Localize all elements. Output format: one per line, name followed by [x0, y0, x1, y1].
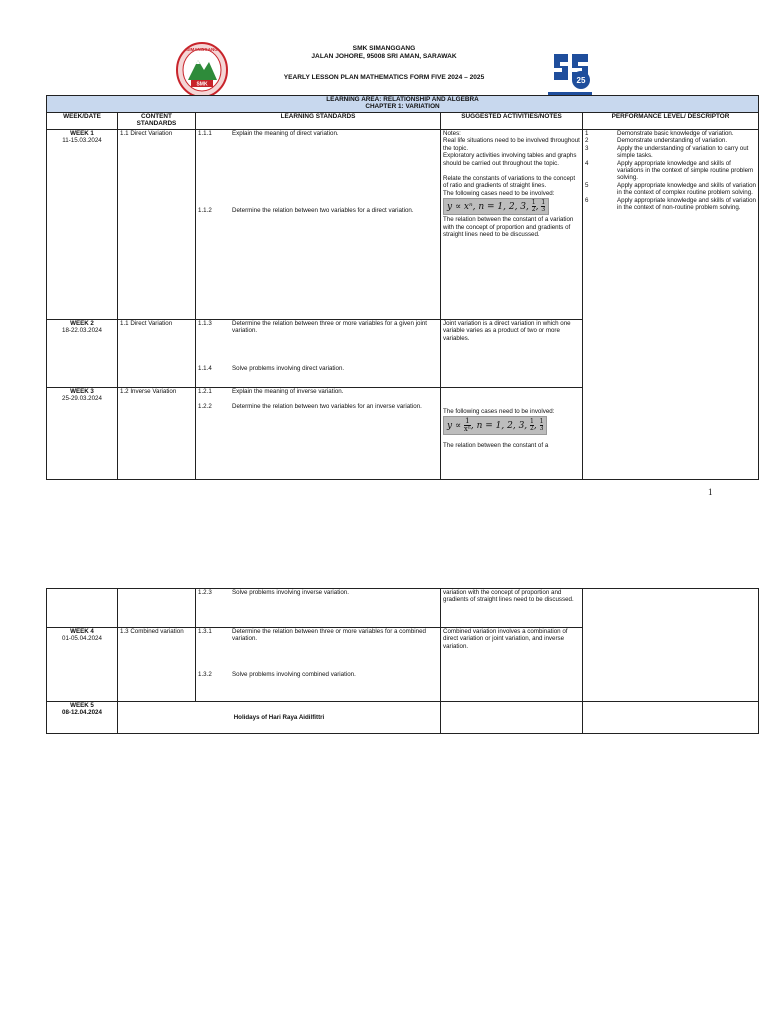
table-row-week5 [47, 702, 759, 734]
ls-code: 1.1.4 [198, 364, 212, 372]
table-row-continued [47, 589, 759, 628]
week-date: 11-15.03.2024 [62, 137, 102, 145]
holiday-cell: Holidays of Hari Raya Aidilfittri [118, 702, 441, 734]
ls-text: Explain the meaning of direct variation. [232, 130, 339, 137]
learning-standards-cell [196, 628, 441, 702]
week-cell [47, 589, 118, 628]
col-content-standards [118, 113, 196, 130]
inverse-variation-formula: y ∝ $\frac{1}{\text{xⁿ}}$ , n = 1, 2, 3, $\frac{1}{2}$ , $\frac{1}{3}$ [443, 416, 547, 435]
ls-code: 1.1.1 [198, 130, 212, 137]
week-date: 08-12.04.2024 [62, 709, 102, 717]
ls-text: Solve problems involving direct variation. [232, 364, 345, 372]
performance-level-text: Apply appropriate knowledge and skills of variation in the context of non-routine problem solving. [617, 196, 756, 212]
week-cell [47, 130, 118, 320]
performance-level-text: Demonstrate basic knowledge of variation. [617, 130, 734, 137]
ls-text: Solve problems involving inverse variation. [232, 589, 349, 596]
ls-text: Determine the relation between two variables for an inverse variation. [232, 403, 422, 411]
performance-level-item [585, 160, 756, 182]
learning-area-title: LEARNING AREA: RELATIONSHIP AND ALGEBRA [326, 96, 479, 103]
note-text: Real life situations need to be involved throughout the topic. [443, 137, 580, 152]
table-row-week1 [47, 130, 759, 320]
note-text: The following cases need to be involved: [443, 189, 555, 197]
performance-level-text: Apply the understanding of variation to carry out simple tasks. [617, 144, 749, 160]
direct-variation-formula: y ∝ xⁿ, n = 1, 2, 3, $\frac{1}{2}$ , $\frac{1}{3}$ [443, 198, 549, 215]
week-label: WEEK 5 [70, 702, 94, 709]
column-header-row [47, 113, 759, 130]
note-text: Exploratory activities involving tables and graphs should be carried out throughout the topic. [443, 152, 577, 167]
performance-level-item [585, 130, 756, 137]
ls-code: 1.2.1 [198, 388, 212, 395]
learning-standard-item [198, 388, 438, 395]
performance-level-number: 6 [585, 196, 589, 204]
content-standard-cell: 1.3 Combined variation [118, 628, 196, 702]
performance-level-number: 1 [585, 130, 589, 137]
performance-level-item [585, 145, 756, 160]
performance-level-text: Demonstrate understanding of variation. [617, 137, 728, 145]
learning-standard-item [198, 365, 438, 372]
ls-text: Determine the relation between two variables for a direct variation. [232, 207, 414, 215]
performance-level-item [585, 182, 756, 197]
activities-cell: Combined variation involves a combination of direct variation or joint variation, and inverse variation. [441, 628, 583, 702]
col-content-line1: CONTENT [141, 113, 172, 120]
performance-level-number: 2 [585, 137, 589, 145]
performance-level-number: 5 [585, 181, 589, 189]
learning-standards-cell [196, 589, 441, 628]
col-week-date: WEEK/DATE [47, 113, 118, 130]
week-label: WEEK 1 [70, 130, 94, 137]
activities-cell [441, 388, 583, 480]
lesson-plan-table-continued [46, 588, 759, 734]
col-learning-standards: LEARNING STANDARDS [196, 113, 441, 130]
activities-cell [441, 130, 583, 320]
performance-level-list [585, 130, 756, 211]
performance-level-item [585, 197, 756, 212]
performance-level-text: Apply appropriate knowledge and skills of variations in the context of simple routine problem solving. [617, 159, 754, 182]
learning-standard-item [198, 671, 438, 678]
svg-text:SIMANGGANG: SIMANGGANG [186, 47, 218, 52]
ls-code: 1.2.3 [198, 589, 212, 596]
learning-standard-item [198, 207, 438, 214]
week-date: 18-22.03.2024 [62, 327, 102, 335]
performance-level-item [585, 137, 756, 144]
week-label: WEEK 2 [70, 320, 94, 327]
ls-text: Explain the meaning of inverse variation. [232, 388, 344, 395]
note-text: The relation between the constant of a [443, 442, 549, 450]
performance-level-text: Apply appropriate knowledge and skills of variation in the context of complex routine problem solving. [617, 181, 756, 197]
content-standard-cell [118, 589, 196, 628]
week-date: 01-05.04.2024 [62, 635, 102, 643]
ls-code: 1.3.1 [198, 628, 212, 635]
notes-title: Notes: [443, 130, 461, 137]
performance-level-number: 3 [585, 144, 589, 152]
activities-cell [441, 702, 583, 734]
note-text: The relation between the constant of a variation with the concept of proportion and gradients of straight lines need to be discussed. [443, 216, 574, 239]
week-cell [47, 628, 118, 702]
learning-area-banner [47, 96, 759, 113]
anniversary-logo [546, 50, 594, 100]
col-performance-level: PERFORMANCE LEVEL/ DESCRIPTOR [583, 113, 759, 130]
ls-code: 1.1.3 [198, 320, 212, 327]
learning-standards-cell [196, 320, 441, 388]
svg-text:SMK: SMK [196, 81, 208, 88]
week-label: WEEK 4 [70, 628, 94, 635]
learning-standard-item [198, 320, 438, 335]
learning-standards-cell [196, 388, 441, 480]
chapter-title: CHAPTER 1: VARIATION [365, 103, 440, 110]
lesson-plan-table [46, 95, 759, 480]
week-cell [47, 388, 118, 480]
learning-standard-item [198, 130, 438, 137]
learning-standard-item [198, 403, 438, 410]
performance-level-cell [583, 589, 759, 702]
learning-standard-item [198, 628, 438, 643]
content-standard-cell: 1.2 Inverse Variation [118, 388, 196, 480]
svg-text:25: 25 [576, 76, 586, 85]
week-cell [47, 320, 118, 388]
col-activities-notes: SUGGESTED ACTIVITIES/NOTES [441, 113, 583, 130]
school-address: JALAN JOHORE, 95008 SRI AMAN, SARAWAK [311, 53, 457, 60]
activities-cell: Joint variation is a direct variation in which one variable varies as a product of two or more variables. [441, 320, 583, 388]
ls-code: 1.2.2 [198, 403, 212, 411]
plan-title: YEARLY LESSON PLAN MATHEMATICS FORM FIVE 2024 – 2025 [283, 74, 485, 81]
content-standard-cell: 1.1 Direct Variation [118, 130, 196, 320]
performance-level-cell [583, 130, 759, 480]
ls-text: Determine the relation between three or more variables for a combined variation. [232, 628, 426, 643]
week-cell [47, 702, 118, 734]
week-date: 25-29.03.2024 [62, 395, 102, 403]
page-number: 1 [708, 487, 713, 497]
note-text: The following cases need to be involved: [443, 408, 555, 415]
ls-text: Solve problems involving combined variation. [232, 670, 356, 678]
note-text: Relate the constants of variations to the concept of ratio and gradients of straight lines. [443, 175, 576, 190]
ls-text: Determine the relation between three or more variables for a given joint variation. [232, 320, 428, 335]
week-label: WEEK 3 [70, 388, 94, 395]
activities-cell: variation with the concept of proportion and gradients of straight lines need to be discussed. [441, 589, 583, 628]
col-content-line2: STANDARDS [136, 120, 177, 127]
learning-standards-cell [196, 130, 441, 320]
performance-level-cell [583, 702, 759, 734]
school-name: SMK SIMANGGANG [352, 45, 416, 52]
performance-level-number: 4 [585, 159, 589, 167]
ls-code: 1.1.2 [198, 207, 212, 215]
learning-standard-item [198, 589, 438, 596]
ls-code: 1.3.2 [198, 670, 212, 678]
content-standard-cell: 1.1 Direct Variation [118, 320, 196, 388]
